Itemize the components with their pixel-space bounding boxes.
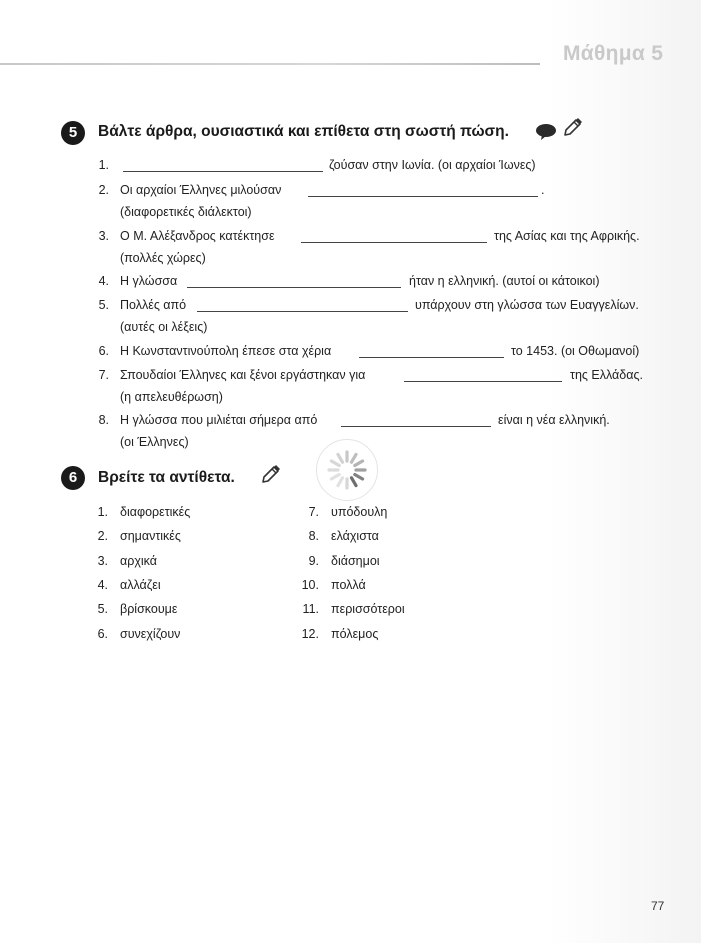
right-item-number: 7. (308, 505, 319, 519)
item-text-after: της Ελλάδας. (570, 368, 643, 382)
left-item-word: αλλάζει (120, 578, 161, 592)
right-item-word: πολλά (331, 578, 366, 592)
left-item-number: 6. (97, 627, 108, 641)
right-item-word: περισσότεροι (331, 602, 405, 616)
left-item-number: 1. (97, 505, 108, 519)
exercise-5-title: Βάλτε άρθρα, ουσιαστικά και επίθετα στη σωστή πώση. (98, 123, 509, 140)
item-text-after: είναι η νέα ελληνική. (498, 413, 610, 427)
spinner-spoke (355, 475, 363, 480)
left-item-word: σημαντικές (120, 529, 181, 543)
item-text-before: Πολλές από (120, 298, 187, 312)
item-text-after: της Ασίας και της Αφρικής. (494, 229, 640, 243)
speech-bubble-icon (535, 123, 557, 141)
item-number: 8. (98, 413, 109, 427)
item-text-after: ζούσαν στην Ιωνία. (οι αρχαίοι Ίωνες) (329, 158, 536, 172)
item-text-after: το 1453. (οι Οθωμανοί) (511, 344, 640, 358)
left-item-word: βρίσκουμε (120, 602, 178, 616)
right-item-number: 11. (302, 602, 319, 616)
answer-blank[interactable] (359, 357, 504, 358)
right-item-number: 8. (308, 529, 319, 543)
item-hint: (η απελευθέρωση) (120, 390, 223, 404)
spinner-spoke (355, 461, 363, 466)
right-item-word: ελάχιστα (331, 529, 379, 543)
left-item-word: αρχικά (120, 554, 157, 568)
exercise-6-badge: 6 (61, 466, 85, 490)
item-text-before: Ο Μ. Αλέξανδρος κατέκτησε (120, 229, 275, 243)
answer-blank[interactable] (197, 311, 408, 312)
answer-blank[interactable] (404, 381, 562, 382)
item-number: 4. (98, 274, 109, 288)
answer-blank[interactable] (187, 287, 401, 288)
item-number: 1. (98, 158, 109, 172)
right-item-number: 10. (301, 578, 319, 592)
right-item-word: πόλεμος (331, 627, 379, 641)
left-item-number: 3. (97, 554, 108, 568)
exercise-6-title: Βρείτε τα αντίθετα. (98, 469, 235, 486)
item-hint: (αυτές οι λέξεις) (120, 320, 208, 334)
exercise-5-badge: 5 (61, 121, 85, 145)
pencil-icon[interactable] (259, 464, 281, 486)
spinner-spoke (338, 478, 343, 486)
right-item-number: 12. (301, 627, 319, 641)
left-item-word: διαφορετικές (120, 505, 191, 519)
item-text-before: Η γλώσσα που μιλιέται σήμερα από (120, 413, 318, 427)
item-text-after: ήταν η ελληνική. (αυτοί οι κάτοικοι) (409, 274, 600, 288)
item-number: 3. (98, 229, 109, 243)
right-item-word: υπόδουλη (331, 505, 388, 519)
left-item-number: 2. (97, 529, 108, 543)
pencil-icon[interactable] (561, 117, 583, 139)
answer-blank[interactable] (123, 171, 323, 172)
left-item-number: 4. (97, 578, 108, 592)
spinner-icon (317, 440, 377, 500)
spinner-spoke (331, 461, 339, 466)
answer-blank[interactable] (341, 426, 491, 427)
item-text-before: Σπουδαίοι Έλληνες και ξένοι εργάστηκαν για (120, 368, 366, 382)
spinner-spoke (352, 478, 357, 486)
item-hint: (πολλές χώρες) (120, 251, 206, 265)
answer-blank[interactable] (301, 242, 487, 243)
item-number: 2. (98, 183, 109, 197)
lesson-title: Μάθημα 5 (563, 42, 664, 65)
page-number: 77 (651, 899, 665, 913)
item-number: 6. (98, 344, 109, 358)
left-item-word: συνεχίζουν (120, 627, 181, 641)
spinner-spoke (352, 454, 357, 462)
right-item-number: 9. (308, 554, 319, 568)
header-rule (0, 63, 540, 65)
item-text-before: Η γλώσσα (120, 274, 178, 288)
spinner-spoke (338, 454, 343, 462)
loading-spinner (316, 439, 378, 501)
answer-blank[interactable] (308, 196, 538, 197)
item-number: 7. (98, 368, 109, 382)
right-item-word: διάσημοι (331, 554, 380, 568)
left-item-number: 5. (97, 602, 108, 616)
item-text-after: . (541, 183, 545, 197)
item-hint: (διαφορετικές διάλεκτοι) (120, 205, 252, 219)
item-hint: (οι Έλληνες) (120, 435, 189, 449)
spinner-spoke (331, 475, 339, 480)
item-text-before: Οι αρχαίοι Έλληνες μιλούσαν (120, 183, 282, 197)
item-text-before: Η Κωνσταντινούπολη έπεσε στα χέρια (120, 344, 332, 358)
item-text-after: υπάρχουν στη γλώσσα των Ευαγγελίων. (415, 298, 639, 312)
item-number: 5. (98, 298, 109, 312)
